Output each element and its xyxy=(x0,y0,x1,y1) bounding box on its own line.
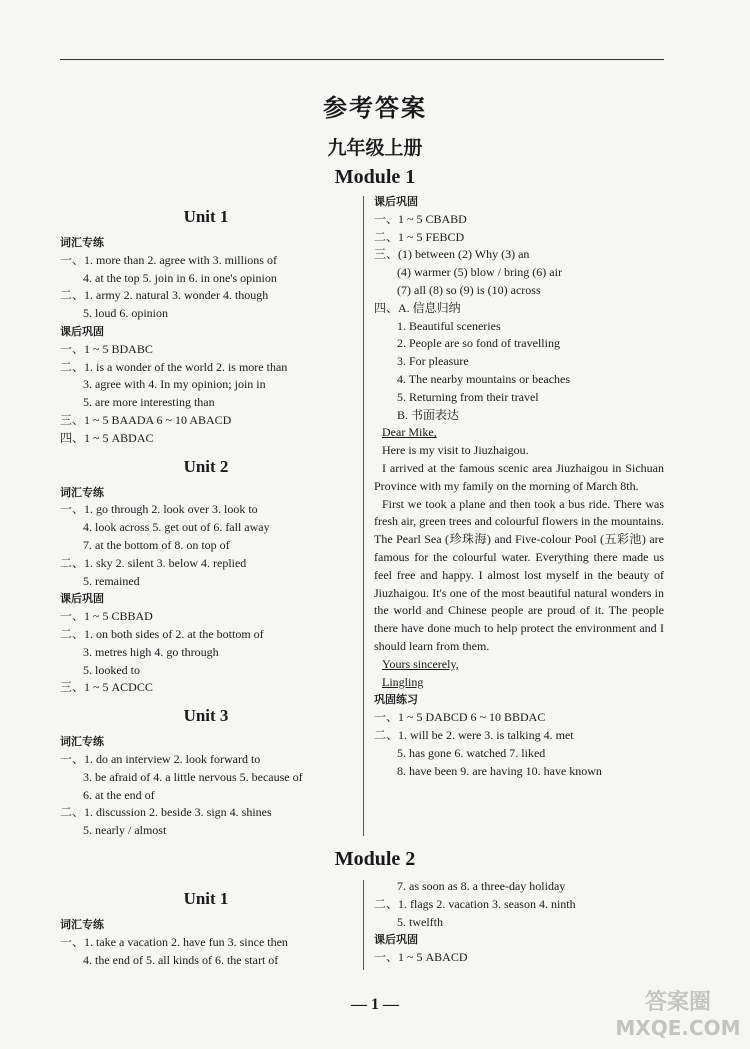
answer-line: 5. looked to xyxy=(83,662,140,677)
watermark-text-top: 答案圈 xyxy=(644,990,712,1015)
answer-line: 6. at the end of xyxy=(83,787,155,802)
answer-line: 四、A. 信息归纳 xyxy=(374,300,461,315)
column-divider xyxy=(363,196,364,836)
bottom-left-column xyxy=(60,880,352,969)
answer-line: 二、1 ~ 5 FEBCD xyxy=(374,229,465,244)
answer-line: (7) all (8) so (9) is (10) across xyxy=(397,282,541,297)
answer-line: 5. loud 6. opinion xyxy=(83,306,169,321)
section-heading: 词汇专练 xyxy=(60,918,104,931)
answer-line: 一、1. more than 2. agree with 3. millions of xyxy=(60,252,277,267)
answer-line: 4. at the top 5. join in 6. in one's opinion xyxy=(83,270,277,285)
answer-line: 5. are more interesting than xyxy=(83,395,215,410)
right-column xyxy=(374,193,664,780)
answer-line: 5. Returning from their travel xyxy=(397,389,539,404)
page-subtitle: 九年级上册 xyxy=(327,137,423,159)
answer-line: 三、1 ~ 5 ACDCC xyxy=(60,680,153,695)
section-heading: 词汇专练 xyxy=(60,236,104,249)
section-heading: 课后巩固 xyxy=(374,195,418,208)
answer-line: 3. For pleasure xyxy=(397,354,469,369)
answer-line: 二、1. is a wonder of the world 2. is more than xyxy=(60,359,288,374)
module-1-heading: Module 1 xyxy=(334,166,416,188)
answer-line: 5. twelfth xyxy=(397,914,443,929)
answer-line: 一、1 ~ 5 CBABD xyxy=(374,211,467,226)
column-divider-bottom xyxy=(363,880,364,970)
answer-line: 5. remained xyxy=(83,573,140,588)
answer-line: 5. has gone 6. watched 7. liked xyxy=(397,745,546,760)
answer-line: 7. at the bottom of 8. on top of xyxy=(83,537,230,552)
unit-heading: Unit 3 xyxy=(183,706,229,726)
answer-line: 3. agree with 4. In my opinion; join in xyxy=(83,377,266,392)
answer-line: 7. as soon as 8. a three-day holiday xyxy=(397,879,566,893)
section-heading: 课后巩固 xyxy=(374,933,418,947)
page-number: — 1 — xyxy=(351,996,399,1013)
answer-line: 一、1 ~ 5 ABACD xyxy=(374,950,468,965)
unit-heading: Unit 1 xyxy=(183,889,229,908)
answer-line: B. 书面表达 xyxy=(397,407,460,422)
section-heading: 词汇专练 xyxy=(60,735,104,749)
top-rule xyxy=(60,59,664,60)
watermark-logo xyxy=(614,985,742,1041)
answer-line: 5. nearly / almost xyxy=(83,823,167,838)
answer-line: 3. be afraid of 4. a little nervous 5. because of xyxy=(83,769,303,784)
answer-line: 3. metres high 4. go through xyxy=(83,644,219,659)
essay-paragraph: I arrived at the famous scenic area Jiuzhaigou in Sichuan Province with my family on the morning of March 8th. xyxy=(374,460,664,493)
essay-paragraph: First we took a plane and then took a bus ride. There was fresh air, green trees and colourful flowers in the mountains. The Pearl Sea (珍珠海) and Five-colour Pool (五彩池) are famous for the colourful water. Everything there made us feel free and happy. I almost lost myself in the beauty of Jiuzhaigou. It's one of the most beautiful natural wonders in the world and Chinese people are proud of it. The people there have done much to help protect the environment and I should learn from them. xyxy=(374,496,664,653)
answer-line: 一、1 ~ 5 BDABC xyxy=(60,341,153,356)
answer-line: 三、1 ~ 5 BAADA 6 ~ 10 ABACD xyxy=(60,412,232,427)
answer-line: 2. People are so fond of travelling xyxy=(397,336,560,351)
section-heading: 课后巩固 xyxy=(60,592,104,606)
answer-line: (4) warmer (5) blow / bring (6) air xyxy=(397,265,562,280)
page-title: 参考答案 xyxy=(323,94,427,122)
answer-line: 4. look across 5. get out of 6. fall away xyxy=(83,520,270,535)
answer-line: Yours sincerely, xyxy=(382,656,459,671)
answer-line: 4. the end of 5. all kinds of 6. the start of xyxy=(83,952,279,967)
answer-line: 1. Beautiful sceneries xyxy=(397,318,501,333)
left-column xyxy=(60,198,352,840)
answer-line: 二、1. army 2. natural 3. wonder 4. though xyxy=(60,288,269,303)
answer-line: 二、1. sky 2. silent 3. below 4. replied xyxy=(60,555,247,570)
section-heading: 词汇专练 xyxy=(60,485,104,499)
answer-line: 4. The nearby mountains or beaches xyxy=(397,371,571,386)
answer-line: 一、1. do an interview 2. look forward to xyxy=(60,751,261,766)
unit-heading: Unit 2 xyxy=(183,456,229,476)
section-heading: 课后巩固 xyxy=(60,324,104,338)
answer-line: 二、1. on both sides of 2. at the bottom of xyxy=(60,626,264,641)
module-2-heading: Module 2 xyxy=(334,848,416,870)
answer-line: 三、(1) between (2) Why (3) an xyxy=(374,247,530,262)
bottom-right-column xyxy=(374,878,664,967)
answer-line: 二、1. flags 2. vacation 3. season 4. ninth xyxy=(374,896,576,911)
answer-line: 一、1. go through 2. look over 3. look to xyxy=(60,502,258,517)
answer-line: Here is my visit to Jiuzhaigou. xyxy=(382,443,529,458)
watermark-text-bottom: MXQE.COM xyxy=(615,1016,741,1040)
answer-line: 二、1. will be 2. were 3. is talking 4. met xyxy=(374,727,574,742)
answer-line: 二、1. discussion 2. beside 3. sign 4. shines xyxy=(60,805,272,820)
answer-line: Lingling xyxy=(382,674,424,689)
answer-line: 一、1 ~ 5 CBBAD xyxy=(60,609,153,624)
answer-line: 8. have been 9. are having 10. have known xyxy=(397,763,602,778)
section-heading: 巩固练习 xyxy=(374,693,418,707)
answer-line: 一、1 ~ 5 DABCD 6 ~ 10 BBDAC xyxy=(374,710,546,725)
answer-line: 四、1 ~ 5 ABDAC xyxy=(60,430,154,445)
unit-heading: Unit 1 xyxy=(183,207,229,226)
answer-line: 一、1. take a vacation 2. have fun 3. since then xyxy=(60,934,288,949)
answer-line: Dear Mike, xyxy=(382,425,437,440)
